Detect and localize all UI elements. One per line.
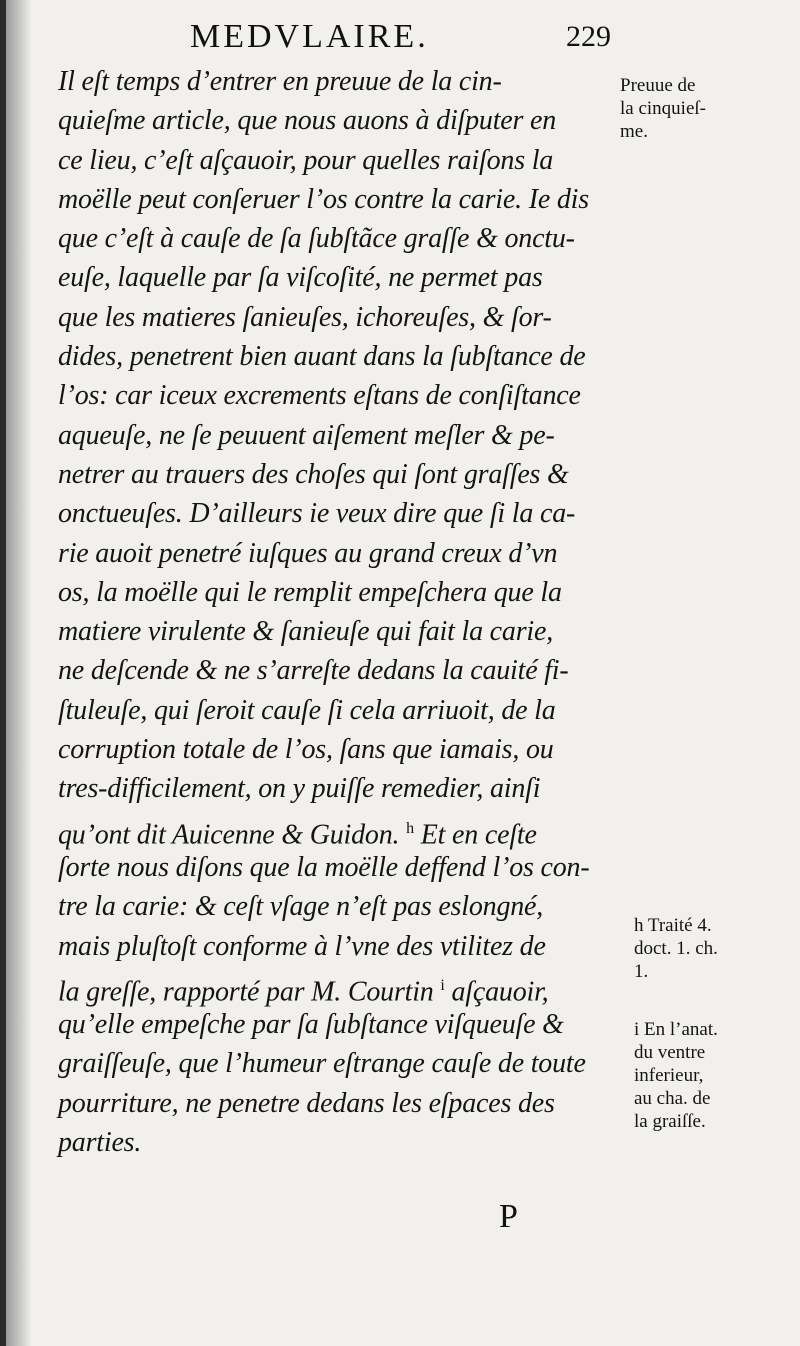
margin-note-line: au cha. de [634, 1088, 711, 1109]
text-line: Il eſt temps d’entrer en preuue de la cin- [58, 66, 502, 97]
margin-note-line: me. [620, 121, 648, 142]
page-spine-shadow [6, 0, 32, 1346]
margin-note-line: la graiſſe. [634, 1111, 706, 1132]
text-line: matiere virulente & ſanieuſe qui fait la carie, [58, 616, 554, 648]
text-line-tail: aſçauoir, [451, 976, 549, 1008]
page-header [6, 18, 800, 58]
text-line: aqueuſe, ne ſe peuuent aiſement meſler & pe- [58, 419, 555, 451]
text-line: parties. [58, 1127, 142, 1159]
margin-note-line: Preuue de [620, 75, 696, 96]
margin-note-line: la cinquieſ- [620, 98, 706, 119]
text-line: l’os: car iceux excrements eſtans de conſiſtance [58, 380, 581, 412]
text-line: corruption totale de l’os, ſans que iamais, ou [58, 734, 554, 766]
text-line: ſorte nous diſons que la moëlle deffend l’os con- [58, 851, 590, 883]
signature-mark: P [499, 1198, 518, 1235]
text-line: ce lieu, c’eſt aſçauoir, pour quelles raiſons la [58, 144, 554, 176]
text-line: ne deſcende & ne s’arreſte dedans la cauité fi- [58, 655, 569, 687]
text-line-start: qu’ont dit Auicenne & Guidon. [58, 818, 400, 850]
text-line-start: la greſſe, rapporté par M. Courtin [58, 976, 434, 1008]
text-line: que les matieres ſanieuſes, ichoreuſes, & ſor- [58, 301, 552, 333]
margin-note-line: 1. [634, 961, 649, 982]
running-title: MEDVLAIRE. [190, 18, 429, 55]
text-line-tail: Et en ceſte [420, 818, 537, 850]
text-line: tre la carie: & ceſt vſage n’eſt pas eslongné, [58, 891, 544, 923]
margin-note-line: h Traité 4. [634, 915, 712, 936]
text-line: euſe, laquelle par ſa viſcoſité, ne permet pas [58, 262, 543, 294]
text-line: quieſme article, que nous auons à diſputer en [58, 105, 557, 137]
text-line: qu’elle empeſche par ſa ſubſtance viſqueuſe & [58, 1009, 564, 1041]
page-number: 229 [566, 20, 611, 53]
text-line: rie auoit penetré iuſques au grand creux d’vn [58, 537, 558, 569]
text-line: mais pluſtoſt conforme à l’vne des vtilitez de [58, 930, 546, 962]
margin-note-i [634, 1018, 718, 1133]
margin-note-line: inferieur, [634, 1065, 704, 1086]
margin-note-line: doct. 1. ch. [634, 938, 718, 959]
text-line: moëlle peut conſeruer l’os contre la carie. Ie dis [58, 183, 589, 215]
text-line: dides, penetrent bien auant dans la ſubſtance de [58, 341, 586, 373]
text-line: onctueuſes. D’ailleurs ie veux dire que ſi la ca- [58, 498, 576, 530]
reference-mark-h: h [406, 819, 414, 837]
text-line-with-ref [58, 966, 633, 1008]
margin-note-h [634, 914, 718, 983]
text-line-with-ref [58, 809, 633, 848]
margin-note-line: du ventre [634, 1042, 706, 1063]
text-line: graiſſeuſe, que l’humeur eſtrange cauſe de toute [58, 1048, 586, 1080]
text-line: que c’eſt à cauſe de ſa ſubſtãce graſſe & onctu- [58, 223, 575, 255]
margin-note-line: i En l’anat. [634, 1019, 718, 1040]
text-line: pourriture, ne penetre dedans les eſpaces des [58, 1087, 555, 1119]
reference-mark-i: i [440, 976, 445, 994]
text-line: tres-difficilement, on y puiſſe remedier, ainſi [58, 773, 541, 805]
margin-note-proof [620, 74, 706, 143]
book-page [6, 0, 800, 1346]
text-line: os, la moëlle qui le remplit empeſchera que la [58, 576, 562, 608]
text-line: ſtuleuſe, qui ſeroit cauſe ſi cela arriuoit, de la [58, 694, 556, 726]
text-line: netrer au trauers des choſes qui ſont graſſes & [58, 458, 569, 490]
body-text [58, 62, 633, 1162]
